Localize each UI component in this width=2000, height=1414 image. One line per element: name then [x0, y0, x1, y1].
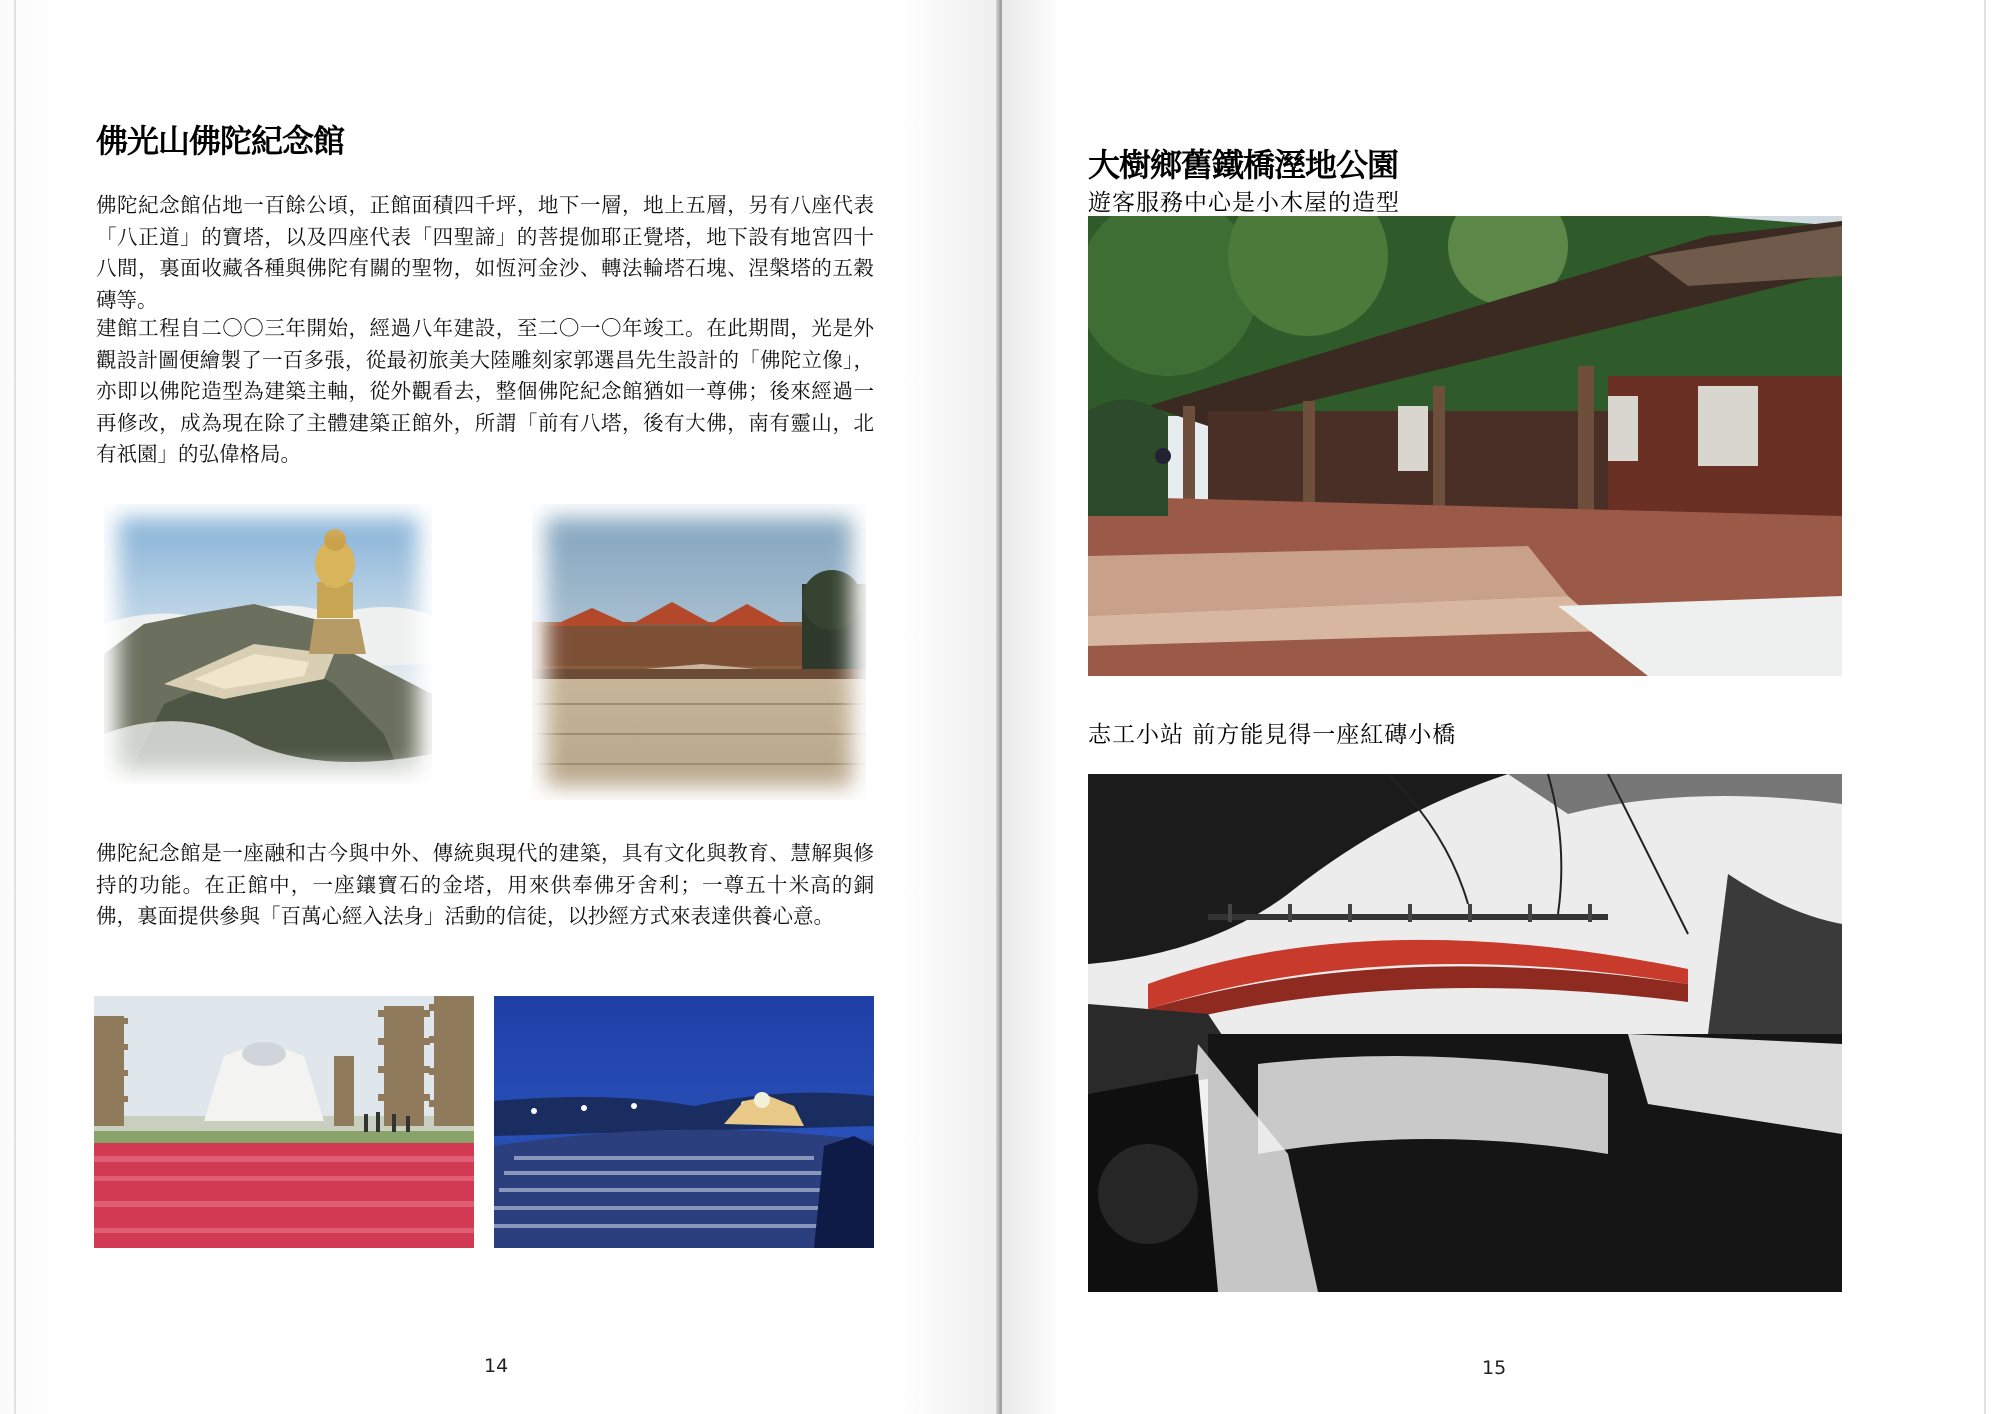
page-frame-line [14, 0, 16, 1414]
caption-visitor-center: 遊客服務中心是小木屋的造型 [1088, 190, 1400, 216]
left-paragraph-2: 建館工程自二〇〇三年開始，經過八年建設，至二〇一〇年竣工。在此期間，光是外觀設計圖便繪製了一百多張，從最初旅美大陸雕刻家郭選昌先生設計的「佛陀立像」，亦即以佛陀造型為建築主軸，從外觀看去，整個佛陀紀念館猶如一尊佛；後來經過一再修改，成為現在除了主體建築正館外，所謂「前有八塔，後有大佛，南有靈山，北有祇園」的弘偉格局。 [96, 316, 874, 466]
left-page-title: 佛光山佛陀紀念館 [96, 122, 345, 160]
left-paragraph-3: 佛陀紀念館是一座融和古今與中外、傳統與現代的建築，具有文化與教育、慧解與修持的功能。在正館中，一座鑲寶石的金塔，用來供奉佛牙舍利；一尊五十米高的銅佛，裏面提供參與「百萬心經入法身」活動的信徒，以抄經方式來表達供養心意。 [96, 841, 874, 928]
right-page [1002, 0, 2000, 1414]
temple-avenue-photo [532, 504, 866, 800]
left-page-number: 14 [484, 1355, 509, 1377]
pagoda-flower-field-photo [94, 996, 474, 1248]
buddha-statue-photo [104, 504, 432, 784]
night-ceremony-photo [494, 996, 874, 1248]
red-brick-bridge-photo [1088, 774, 1842, 1292]
left-paragraph-1: 佛陀紀念館佔地一百餘公頃，正館面積四千坪，地下一層，地上五層，另有八座代表「八正道」的寶塔，以及四座代表「四聖諦」的菩提伽耶正覺塔，地下設有地宮四十八間，裏面收藏各種與佛陀有關的聖物，如恆河金沙、轉法輪塔石塊、涅槃塔的五穀磚等。 [96, 193, 874, 312]
right-page-number: 15 [1482, 1357, 1507, 1379]
page-frame-line [1984, 0, 1986, 1414]
right-page-title: 大樹鄉舊鐵橋溼地公園 [1088, 146, 1399, 184]
visitor-center-photo [1088, 216, 1842, 676]
caption-volunteer-station: 志工小站 前方能見得一座紅磚小橋 [1088, 722, 1457, 748]
